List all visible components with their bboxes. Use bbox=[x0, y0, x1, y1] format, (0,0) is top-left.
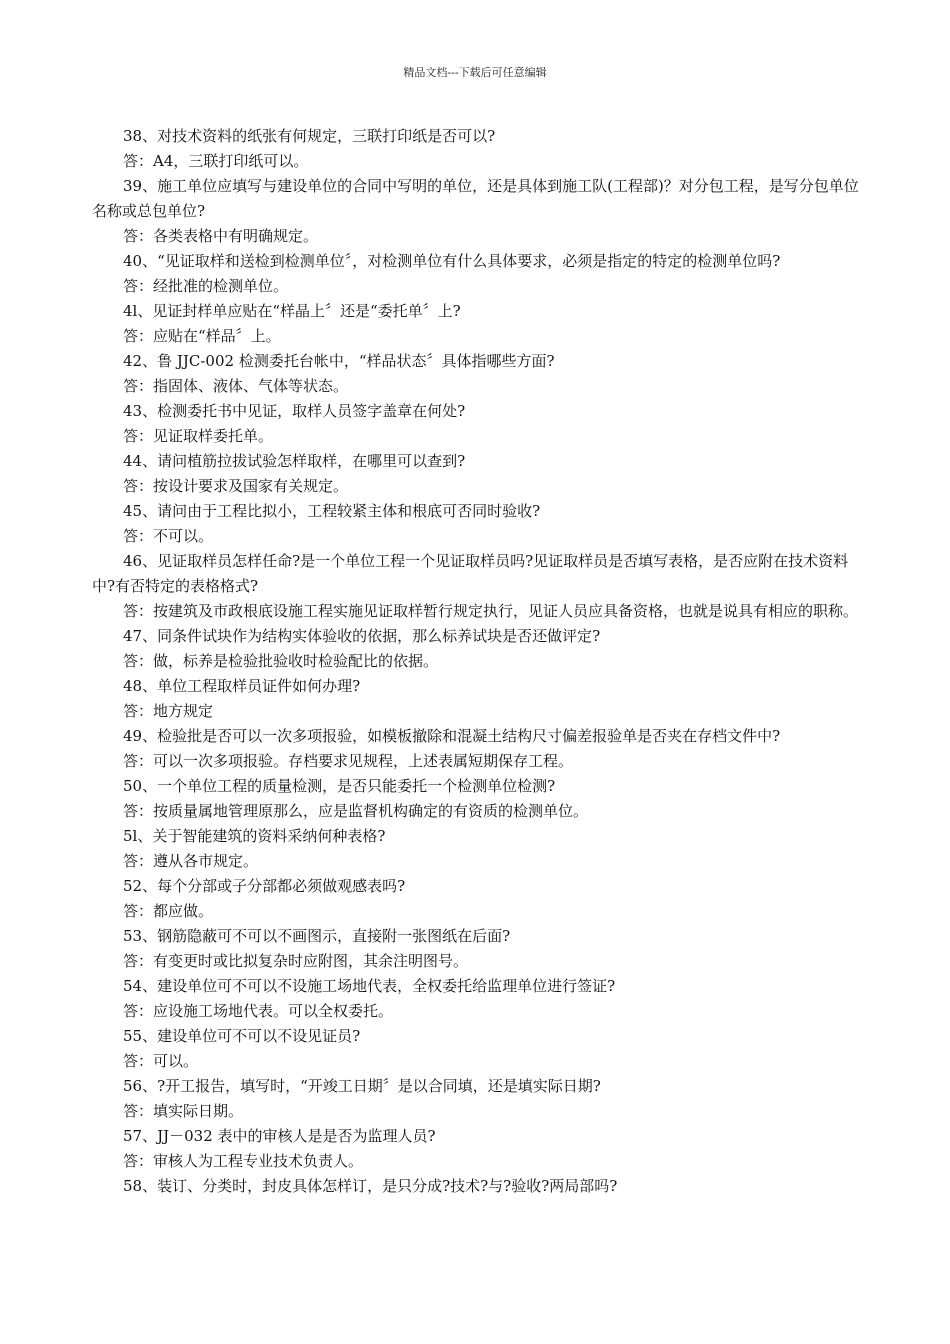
page-header: 精品文档---下载后可任意编辑 bbox=[403, 66, 547, 79]
answer-43: 答：见证取样委托单。 bbox=[123, 427, 274, 445]
answer-57: 答：审核人为工程专业技术负责人。 bbox=[123, 1152, 364, 1170]
question-42: 42、鲁 JJC-002 检测委托台帐中，“样品状态〞具体指哪些方面? bbox=[123, 352, 555, 370]
answer-45: 答：不可以。 bbox=[123, 527, 214, 545]
answer-44: 答：按设计要求及国家有关规定。 bbox=[123, 477, 349, 495]
question-46: 46、见证取样员怎样任命?是一个单位工程一个见证取样员吗?见证取样员是否填写表格，是否应附在技术资料中?有否特定的表格格式? bbox=[92, 552, 849, 595]
answer-40: 答：经批准的检测单位。 bbox=[123, 277, 289, 295]
document-body bbox=[92, 124, 864, 1199]
answer-41: 答：应贴在“样品〞上。 bbox=[123, 327, 281, 345]
answer-48: 答：地方规定 bbox=[123, 702, 214, 720]
answer-56: 答：填实际日期。 bbox=[123, 1102, 244, 1120]
answer-38: 答：A4，三联打印纸可以。 bbox=[123, 152, 309, 170]
question-41: 4l、见证封样单应贴在“样晶上〞还是“委托单〞上? bbox=[123, 302, 461, 320]
question-48: 48、单位工程取样员证件如何办理? bbox=[123, 677, 361, 695]
answer-49: 答：可以一次多项报验。存档要求见规程，上述表属短期保存工程。 bbox=[123, 752, 574, 770]
question-54: 54、建设单位可不可以不设施工场地代表，全权委托给监理单位进行签证? bbox=[123, 977, 616, 995]
question-40: 40、“见证取样和送检到检测单位〞，对检测单位有什么具体要求，必须是指定的特定的检测单位吗? bbox=[123, 252, 781, 270]
answer-52: 答：都应做。 bbox=[123, 902, 214, 920]
question-43: 43、检测委托书中见证，取样人员签字盖章在何处? bbox=[123, 402, 466, 420]
question-44: 44、请问植筋拉拔试验怎样取样，在哪里可以查到? bbox=[123, 452, 466, 470]
answer-51: 答：遵从各市规定。 bbox=[123, 852, 259, 870]
question-53: 53、钢筋隐蔽可不可以不画图示，直接附一张图纸在后面? bbox=[123, 927, 511, 945]
answer-39: 答：各类表格中有明确规定。 bbox=[123, 227, 319, 245]
answer-50: 答：按质量属地管理原那么，应是监督机构确定的有资质的检测单位。 bbox=[123, 802, 589, 820]
answer-54: 答：应设施工场地代表。可以全权委托。 bbox=[123, 1002, 394, 1020]
answer-46: 答：按建筑及市政根底设施工程实施见证取样暂行规定执行，见证人员应具备资格，也就是说具有相应的职称。 bbox=[123, 602, 859, 620]
answer-53: 答：有变更时或比拟复杂时应附图，其余注明图号。 bbox=[123, 952, 469, 970]
question-45: 45、请问由于工程比拟小，工程较紧主体和根底可否同时验收? bbox=[123, 502, 541, 520]
question-52: 52、每个分部或子分部都必须做观感表吗? bbox=[123, 877, 406, 895]
question-50: 50、一个单位工程的质量检测，是否只能委托一个检测单位检测? bbox=[123, 777, 556, 795]
answer-47: 答：做，标养是检验批验收时检验配比的依据。 bbox=[123, 652, 439, 670]
question-39: 39、施工单位应填写与建设单位的合同中写明的单位，还是具体到施工队(工程部)？对分包工程，是写分包单位名称或总包单位? bbox=[92, 177, 859, 220]
question-58: 58、装订、分类时，封皮具体怎样订，是只分成?技术?与?验收?两局部吗? bbox=[123, 1177, 618, 1195]
question-38: 38、对技术资料的纸张有何规定，三联打印纸是否可以? bbox=[123, 127, 496, 145]
answer-55: 答：可以。 bbox=[123, 1052, 199, 1070]
question-49: 49、检验批是否可以一次多项报验，如模板撤除和混凝土结构尺寸偏差报验单是否夹在存档文件中? bbox=[123, 727, 781, 745]
question-51: 5l、关于智能建筑的资料采纳何种表格? bbox=[123, 827, 386, 845]
question-57: 57、JJ－032 表中的审核人是是否为监理人员? bbox=[123, 1127, 436, 1145]
question-47: 47、同条件试块作为结构实体验收的依据，那么标养试块是否还做评定? bbox=[123, 627, 601, 645]
question-55: 55、建设单位可不可以不设见证员? bbox=[123, 1027, 361, 1045]
question-56: 56、?开工报告，填写时，“开竣工日期〞是以合同填，还是填实际日期? bbox=[123, 1077, 601, 1095]
answer-42: 答：指固体、液体、气体等状态。 bbox=[123, 377, 349, 395]
